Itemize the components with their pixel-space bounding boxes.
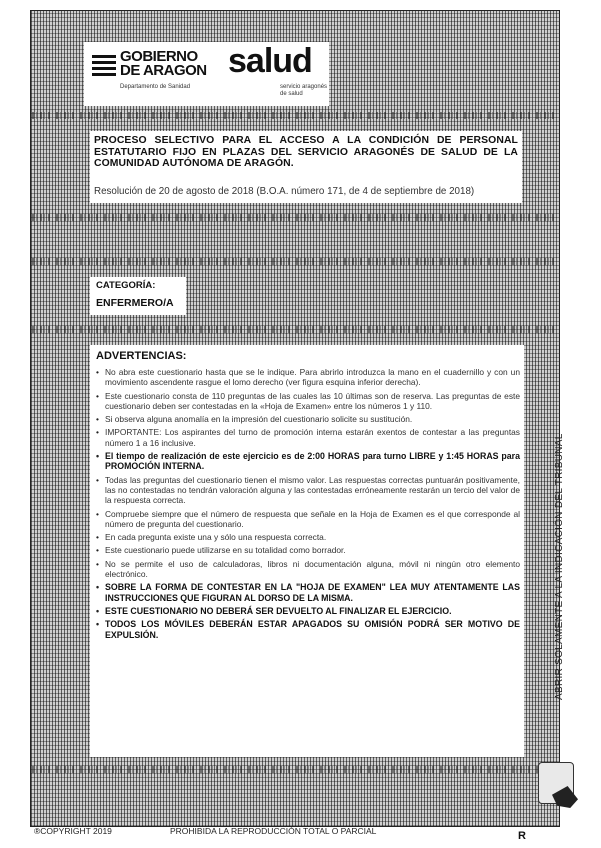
category-value: ENFERMERO/A [96,297,174,309]
noise-divider [32,258,556,265]
category-box [90,277,186,315]
warning-item: • No se permite el uso de calculadoras, libros ni documentación alguna, móvil ni ningún otro elemento electrónico. [96,559,520,580]
footer-prohibition: PROHIBIDA LA REPRODUCCIÓN TOTAL O PARCIAL [170,826,377,836]
warning-item: • En cada pregunta existe una y sólo una respuesta correcta. [96,532,520,542]
warning-item: • El tiempo de realización de este ejercicio es de 2:00 HORAS para turno LIBRE y 1:45 HORAS para PROMOCIÓN INTERNA. [96,451,520,472]
vertical-side-notice: ABRIR SOLAMENTE A LA INDICACIÓN DEL TRIBUNAL [554,433,565,700]
exam-title: PROCESO SELECTIVO PARA EL ACCESO A LA CONDICIÓN DE PERSONAL ESTATUTARIO FIJO EN PLAZAS DEL SERVICIO ARAGONÉS DE SALUD DE LA COMUNIDAD AUTÓNOMA DE ARAGÓN. [94,135,518,169]
exam-title-box [90,131,522,203]
warning-item: • Todas las preguntas del cuestionario tienen el mismo valor. Las respuestas correctas puntuarán positivamente, las no contestadas no tendrán valoración alguna y las contestadas erróneamente restarán un tercio del valor de la respuesta correcta. [96,475,520,506]
footer-letter: R [518,830,526,842]
warning-item: • ESTE CUESTIONARIO NO DEBERÁ SER DEVUELTO AL FINALIZAR EL EJERCICIO. [96,606,520,616]
warning-item: • IMPORTANTE: Los aspirantes del turno de promoción interna estarán exentos de contestar a las preguntas número 1 a 16 inclusive. [96,427,520,448]
noise-divider [32,214,556,221]
warnings-box [90,345,524,757]
aragon-flag-icon [92,54,116,76]
noise-divider [32,112,556,119]
salud-logo-text: salud [228,42,312,80]
warning-item: • TODOS LOS MÓVILES DEBERÁN ESTAR APAGADOS SU OMISIÓN PODRÁ SER MOTIVO DE EXPULSIÓN. [96,619,520,640]
gobierno-logo-text: GOBIERNO DE ARAGON [120,48,207,79]
warning-item: • Este cuestionario puede utilizarse en su totalidad como borrador. [96,545,520,555]
noise-divider [32,766,556,773]
warnings-title: ADVERTENCIAS: [96,350,187,362]
category-label: CATEGORÍA: [96,280,156,291]
noise-divider [32,326,556,333]
gobierno-logo-subtitle: Departamento de Sanidad [120,84,191,90]
warning-item: • SOBRE LA FORMA DE CONTESTAR EN LA "HOJA DE EXAMEN" LEA MUY ATENTAMENTE LAS INSTRUCCIONES QUE FIGURAN AL DORSO DE LA MISMA. [96,582,520,603]
warnings-list [96,367,520,643]
warning-item: • No abra este cuestionario hasta que se le indique. Para abrirlo introduzca la mano en el cuadernillo y con un movimiento ascendente rasgue el lomo derecho (ver figura esquina inferior derecha). [96,367,520,388]
warning-item: • Si observa alguna anomalía en la impresión del cuestionario solicite su sustitución. [96,414,520,424]
resolution-text: Resolución de 20 de agosto de 2018 (B.O.A. número 171, de 4 de septiembre de 2018) [94,186,475,197]
footer-copyright: ®COPYRIGHT 2019 [34,826,112,836]
logo-area [84,42,329,106]
warning-item: • Compruebe siempre que el número de respuesta que señale en la Hoja de Examen es el que corresponde al número de pregunta del cuestionario. [96,509,520,530]
salud-logo-subtitle: servicio aragonés de salud [280,84,328,97]
warning-item: • Este cuestionario consta de 110 preguntas de las cuales las 10 últimas son de reserva. Las preguntas de este cuestionario deben ser contestadas en la «Hoja de Examen» entre los números 1 y 110. [96,391,520,412]
